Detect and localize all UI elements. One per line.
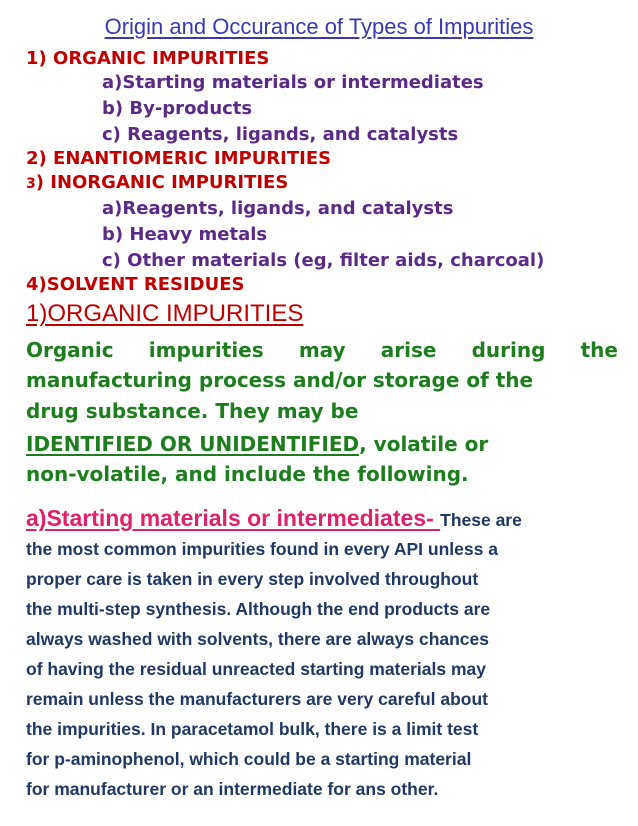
outline-item-inorganic-label: ) INORGANIC IMPURITIES <box>35 172 289 193</box>
organic-para-line-4 <box>26 432 488 456</box>
outline-subitem-starting-materials: a)Starting materials or intermediates <box>102 72 484 93</box>
word: during <box>471 338 546 362</box>
word: arise <box>380 338 437 362</box>
body-line: always washed with solvents, there are always chances <box>26 629 489 649</box>
outline-subitem-heavy-metals: b) Heavy metals <box>102 224 268 245</box>
body-line: proper care is taken in every step involved throughout <box>26 569 479 589</box>
word: may <box>298 338 346 362</box>
identified-unidentified-text: IDENTIFIED OR UNIDENTIFIED <box>26 432 360 456</box>
section-heading-organic: 1)ORGANIC IMPURITIES <box>26 300 304 327</box>
body-line: the impurities. In paracetamol bulk, there is a limit test <box>26 719 479 739</box>
body-line: the multi-step synthesis. Although the end products are <box>26 599 491 619</box>
organic-para-line-1 <box>26 338 618 362</box>
body-line: the most common impurities found in every API unless a <box>26 539 498 559</box>
body-line: for p-aminophenol, which could be a starting material <box>26 749 472 769</box>
body-line: of having the residual unreacted starting materials may <box>26 659 486 679</box>
organic-para-line-2: manufacturing process and/or storage of the <box>26 368 534 392</box>
body-line: remain unless the manufacturers are very careful about <box>26 689 488 709</box>
outline-item-organic: 1) ORGANIC IMPURITIES <box>26 48 270 69</box>
outline-item-inorganic-number: 3 <box>26 176 36 192</box>
organic-para-line-5: non-volatile, and include the following. <box>26 462 469 486</box>
starting-materials-heading: a)Starting materials or intermediates- <box>26 505 441 531</box>
outline-item-enantiomeric: 2) ENANTIOMERIC IMPURITIES <box>26 148 332 169</box>
volatile-text: , volatile or <box>359 432 489 456</box>
starting-materials-intro: These are <box>440 510 522 530</box>
outline-subitem-other-materials: c) Other materials (eg, filter aids, charcoal) <box>102 250 545 271</box>
starting-materials-line-1 <box>26 505 522 532</box>
word: the <box>580 338 618 362</box>
outline-item-solvent-residues: 4)SOLVENT RESIDUES <box>26 274 245 295</box>
word: Organic <box>26 338 114 362</box>
outline-subitem-inorganic-reagents: a)Reagents, ligands, and catalysts <box>102 198 454 219</box>
organic-para-line-3: drug substance. They may be <box>26 399 359 423</box>
word: impurities <box>148 338 264 362</box>
outline-subitem-reagents: c) Reagents, ligands, and catalysts <box>102 124 459 145</box>
outline-item-inorganic <box>26 172 288 193</box>
outline-subitem-by-products: b) By-products <box>102 98 253 119</box>
body-line: for manufacturer or an intermediate for ans other. <box>26 779 439 799</box>
page-title: Origin and Occurance of Types of Impurities <box>104 14 534 39</box>
